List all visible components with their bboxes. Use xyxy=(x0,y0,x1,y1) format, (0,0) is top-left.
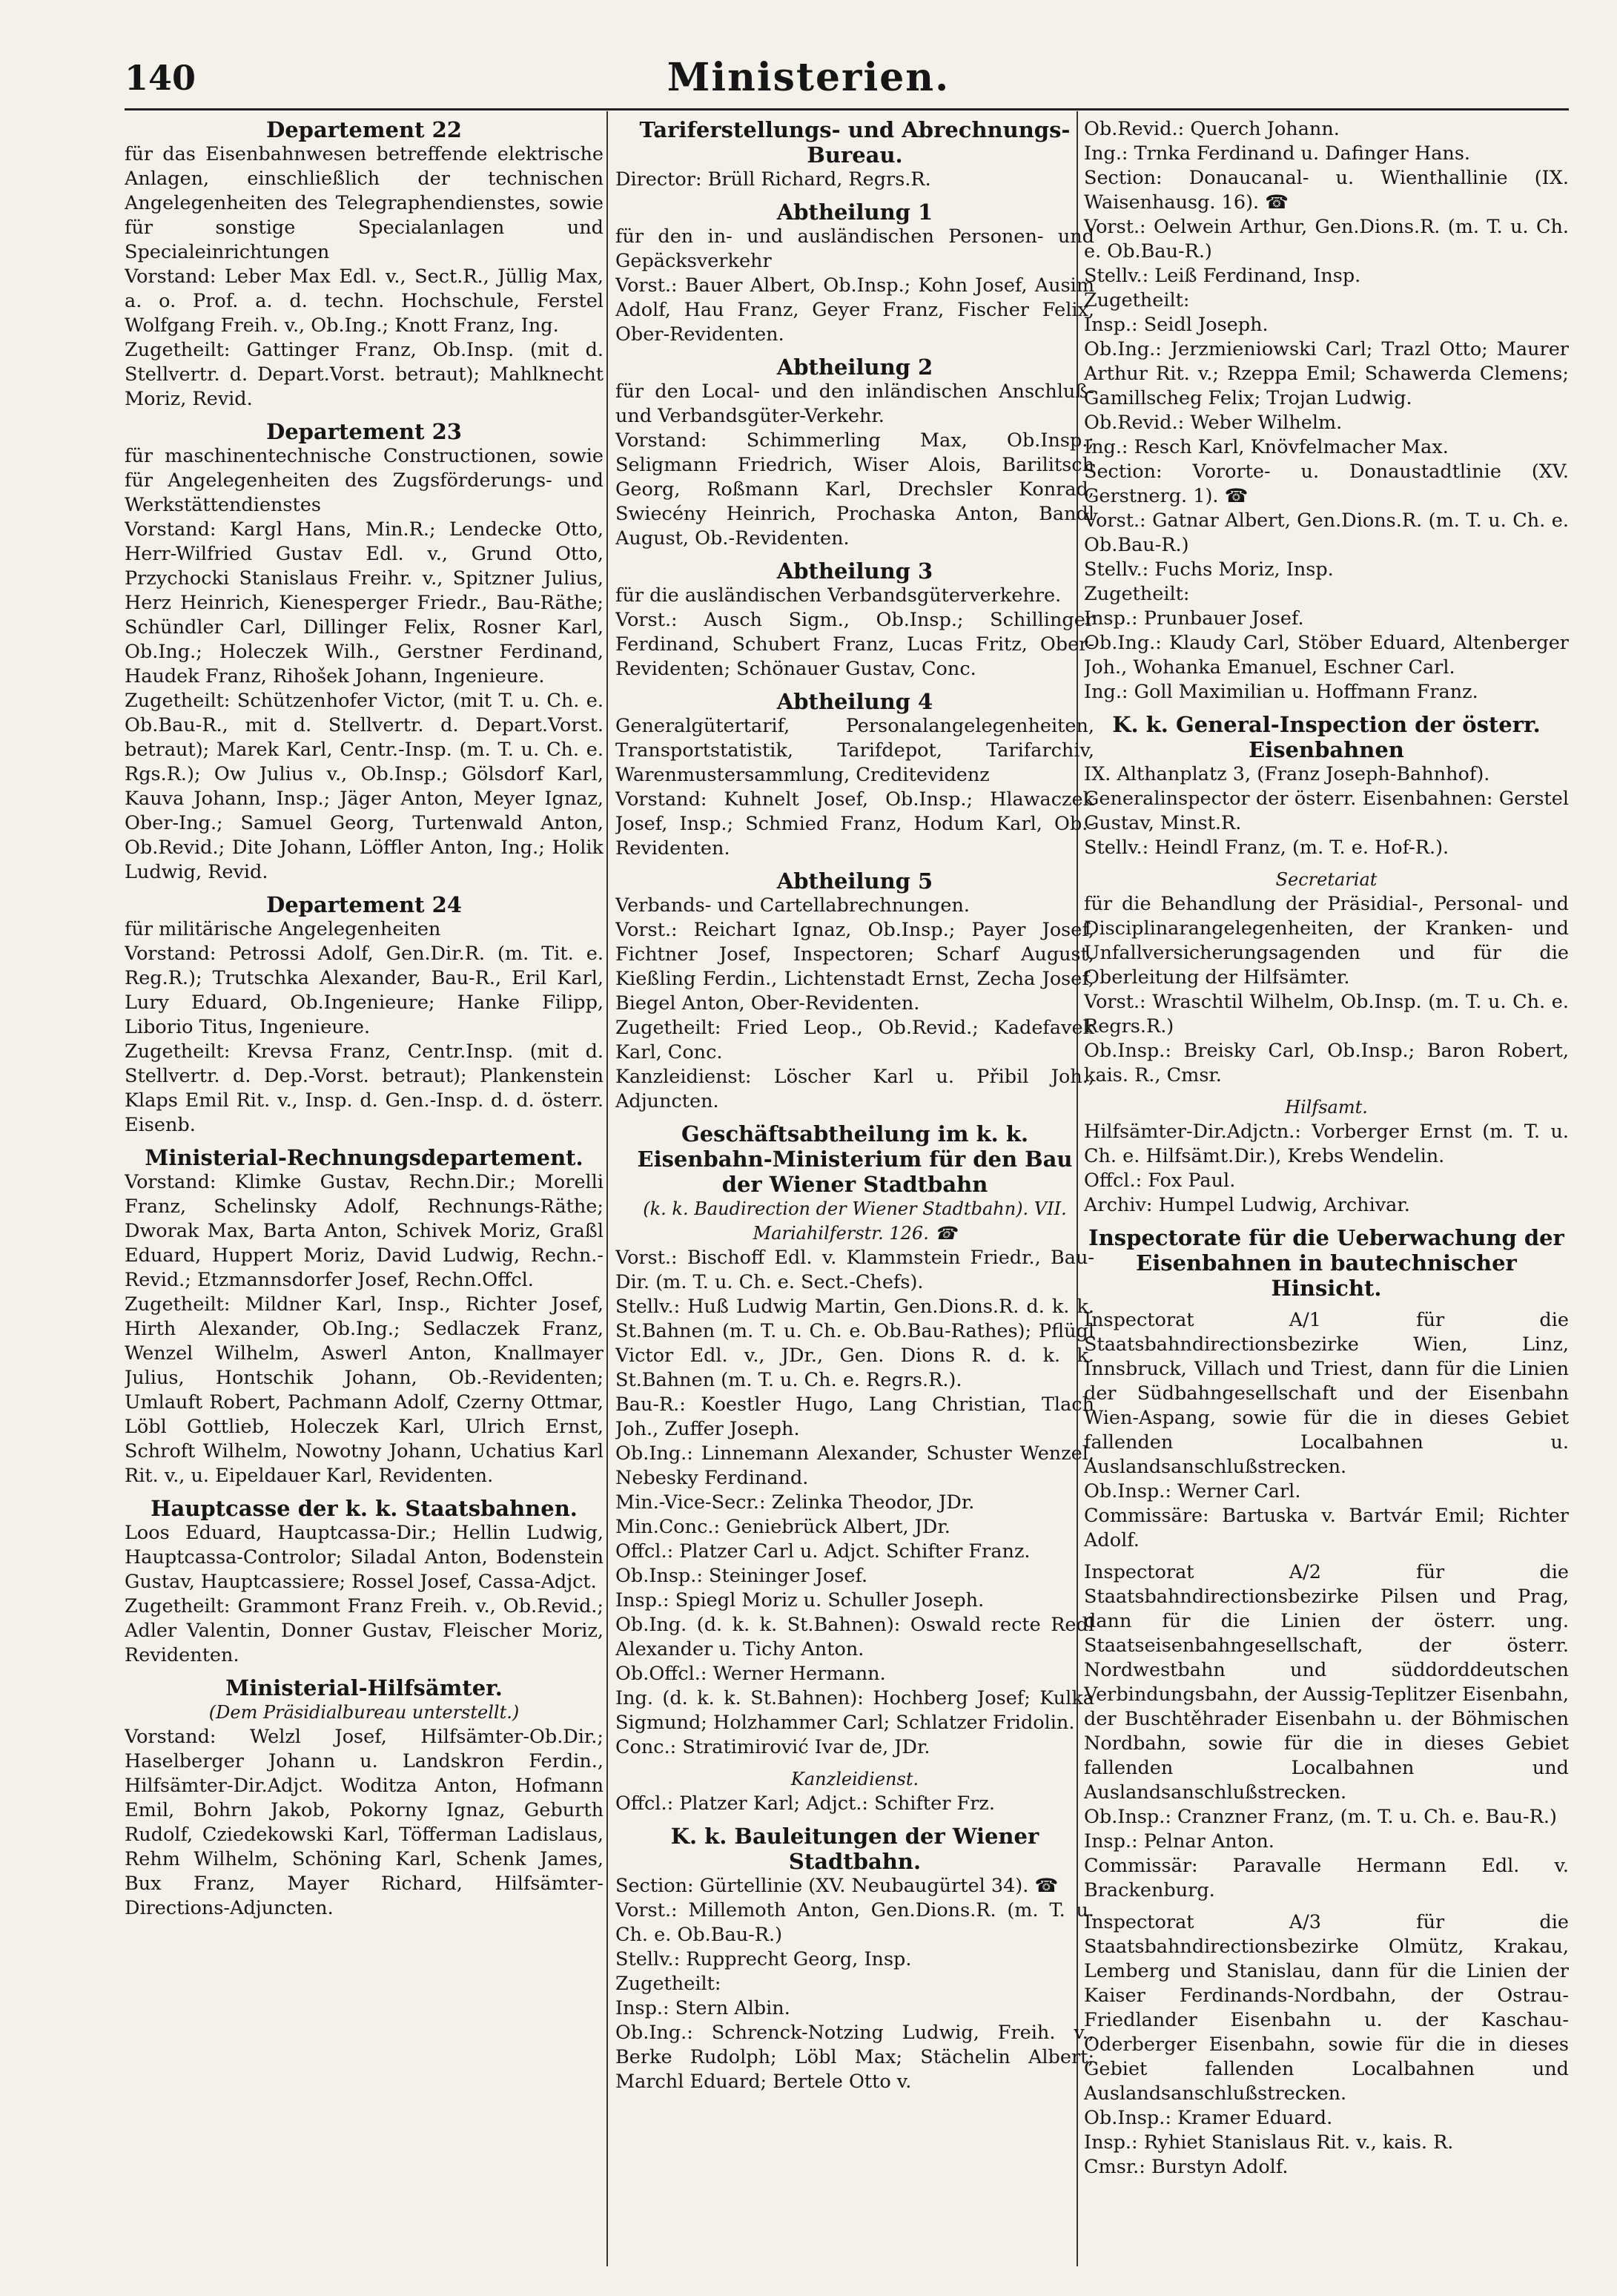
section-heading: Tariferstellungs- und Abrechnungs-Bureau. xyxy=(639,117,1071,168)
staff-entry: Stellv.: Fuchs Moriz, Insp. xyxy=(1084,558,1334,581)
section-dep22 xyxy=(125,117,604,412)
staff-entry: Ob.Ing.: Klaudy Carl, Stöber Eduard, Altenberger Joh., Wohanka Emanuel, Eschner Carl. xyxy=(1084,632,1569,679)
section-a3 xyxy=(1084,1910,1569,2180)
staff-entry: Hilfsämter-Dir.Adjctn.: Vorberger Ernst (m. T. u. Ch. e. Hilfsämt.Dir.), Krebs Wendelin. xyxy=(1084,1121,1569,1167)
section-heading: Abtheilung 3 xyxy=(776,558,933,584)
staff-entry: Stellv.: Rupprecht Georg, Insp. xyxy=(615,1948,912,1970)
staff-entry: Vorstand: Schimmerling Max, Ob.Insp.; Seligmann Friedrich, Wiser Alois, Barilitsch Georg, Roßmann Karl, Drechsler Konrad, Swiecény Heinrich, Prochaska Anton, Bandl August, Ob.-Revidenten. xyxy=(615,429,1094,550)
staff-entry: Kanzleidienst: Löscher Karl u. Přibil Joh., Adjuncten. xyxy=(615,1066,1094,1112)
section-heading: Inspectorate für die Ueberwachung der Eisenbahnen in bautechnischer Hinsicht. xyxy=(1088,1225,1564,1301)
section-a1 xyxy=(1084,1308,1569,1553)
staff-entry: Zugetheilt: Grammont Franz Freih. v., Ob.Revid.; Adler Valentin, Donner Gustav, Fleischer Moriz, Revidenten. xyxy=(125,1595,604,1666)
staff-entry: Min.Conc.: Geniebrück Albert, JDr. xyxy=(615,1516,950,1538)
column-middle xyxy=(615,117,1094,2266)
staff-entry: Inspectorat A/3 für die Staatsbahndirectionsbezirke Olmütz, Krakau, Lemberg und Stanislau, dann für die Linien der Kaiser Ferdinands-Nordbahn, der Ostrau-Friedlander Eisenbahn u. der Kaschau-Oderberger Eisenbahn, sowie für die in dieses Gebiet fallenden Localbahnen und Auslandsanschlußstrecken. xyxy=(1084,1911,1569,2105)
staff-entry: Min.-Vice-Secr.: Zelinka Theodor, JDr. xyxy=(615,1491,975,1514)
staff-entry: Ob.Offcl.: Werner Hermann. xyxy=(615,1663,886,1685)
staff-entry: Zugetheilt: xyxy=(615,1973,721,1995)
column-right xyxy=(1084,117,1569,2266)
staff-entry: Vorst.: Ausch Sigm., Ob.Insp.; Schillinger Ferdinand, Schubert Franz, Lucas Fritz, Ober-Revidenten; Schönauer Gustav, Conc. xyxy=(615,609,1094,680)
section-heading: Departement 23 xyxy=(266,419,462,444)
staff-entry: Stellv.: Heindl Franz, (m. T. e. Hof-R.). xyxy=(1084,837,1449,859)
staff-entry: Insp.: Prunbauer Josef. xyxy=(1084,607,1304,630)
section-kanzlei xyxy=(615,1767,1094,1816)
staff-entry: Stellv.: Leiß Ferdinand, Insp. xyxy=(1084,265,1361,287)
section-abt4 xyxy=(615,689,1094,861)
section-abt5 xyxy=(615,868,1094,1114)
column-left xyxy=(125,117,604,2266)
staff-entry: Inspectorat A/1 für die Staatsbahndirectionsbezirke Wien, Linz, Innsbruck, Villach und Triest, dann für die Linien der Südbahngesellschaft und der Eisenbahn Wien-Aspang, sowie für die in dieses Gebiet fallenden Localbahnen u. Auslandsanschlußstrecken. xyxy=(1084,1309,1569,1478)
section-heading: Ministerial-Hilfsämter. xyxy=(225,1675,503,1700)
section-description: für militärische Angelegenheiten xyxy=(125,918,441,940)
section-description: für den Local- und den inländischen Anschluß- und Verbandsgüter-Verkehr. xyxy=(615,380,1094,427)
staff-entry: Bau-R.: Koestler Hugo, Lang Christian, Tlach Joh., Zuffer Joseph. xyxy=(615,1393,1094,1440)
staff-entry: Insp.: Spiegl Moriz u. Schuller Joseph. xyxy=(615,1589,985,1612)
staff-entry: Commissäre: Bartuska v. Bartvár Emil; Richter Adolf. xyxy=(1084,1505,1569,1551)
section-heading: Kanzleidienst. xyxy=(790,1769,919,1789)
staff-entry: Commissär: Paravalle Hermann Edl. v. Brackenburg. xyxy=(1084,1855,1569,1901)
staff-entry: Ob.Insp.: Breisky Carl, Ob.Insp.; Baron Robert, kais. R., Cmsr. xyxy=(1084,1040,1569,1086)
section-heading: Secretariat xyxy=(1275,869,1378,890)
staff-entry: Ob.Insp.: Steininger Josef. xyxy=(615,1565,868,1587)
section-description: für maschinentechnische Constructionen, sowie für Angelegenheiten des Zugsförderungs- und Werkstättendienstes xyxy=(125,445,604,516)
staff-entry: Vorst.: Wraschtil Wilhelm, Ob.Insp. (m. T. u. Ch. e. Regrs.R.) xyxy=(1084,991,1569,1038)
section-subheading: (Dem Präsidialbureau unterstellt.) xyxy=(208,1702,520,1723)
section-heading: Abtheilung 2 xyxy=(776,354,933,380)
section-dep24 xyxy=(125,892,604,1138)
staff-entry: Offcl.: Platzer Karl; Adjct.: Schifter Frz. xyxy=(615,1792,995,1815)
staff-entry: Zugetheilt: Mildner Karl, Insp., Richter Josef, Hirth Alexander, Ob.Ing.; Sedlaczek Franz, Wenzel Wilhelm, Aswerl Anton, Knallmayer Julius, Hontschik Johann, Ob.-Revidenten; Umlauft Robert, Pachmann Adolf, Czerny Ottmar, Löbl Gottlieb, Holeczek Karl, Ulrich Ernst, Schroft Wilhelm, Nowotny Johann, Uchatius Karl Rit. v., u. Eipeldauer Karl, Revidenten. xyxy=(125,1293,604,1487)
staff-entry: Insp.: Stern Albin. xyxy=(615,1997,790,2019)
section-cont xyxy=(1084,117,1569,705)
section-inspektorate xyxy=(1084,1225,1569,1301)
staff-entry: Insp.: Ryhiet Stanislaus Rit. v., kais. R. xyxy=(1084,2131,1454,2154)
section-description: für den in- und ausländischen Personen- und Gepäcksverkehr xyxy=(615,225,1094,272)
staff-entry: Ob.Ing.: Linnemann Alexander, Schuster Wenzel, Nebesky Ferdinand. xyxy=(615,1442,1094,1489)
staff-entry: Zugetheilt: Schützenhofer Victor, (mit T. u. Ch. e. Ob.Bau-R., mit d. Stellvertr. d. Depart.Vorst. betraut); Marek Karl, Centr.-Insp. (m. T. u. Ch. e. Rgs.R.); Ow Julius v., Ob.Insp.; Gölsdorf Karl, Kauva Johann, Insp.; Jäger Anton, Meyer Ignaz, Ober-Ing.; Samuel Georg, Turtenwald Anton, Ob.Revid.; Dite Johann, Löffler Anton, Ing.; Holik Ludwig, Revid. xyxy=(125,690,604,883)
staff-entry: Ing. (d. k. k. St.Bahnen): Hochberg Josef; Kulka Sigmund; Holzhammer Carl; Schlatzer Fridolin. xyxy=(615,1687,1094,1734)
staff-entry: Ob.Revid.: Querch Johann. xyxy=(1084,118,1340,140)
section-geschaeft xyxy=(615,1121,1094,1760)
staff-entry: Generalinspector der österr. Eisenbahnen: Gerstel Gustav, Minst.R. xyxy=(1084,788,1569,834)
section-a2 xyxy=(1084,1560,1569,1903)
staff-entry: Ob.Ing.: Schrenck-Notzing Ludwig, Freih. v., Berke Rudolph; Löbl Max; Stächelin Albert; Marchl Eduard; Bertele Otto v. xyxy=(615,2022,1094,2093)
staff-entry: Vorstand: Klimke Gustav, Rechn.Dir.; Morelli Franz, Schelinsky Adolf, Rechnungs-Räthe; Dworak Max, Barta Anton, Schivek Moriz, Graßl Eduard, Huppert Moriz, David Ludwig, Rechn.-Revid.; Etzmannsdorfer Josef, Rechn.Offcl. xyxy=(125,1171,604,1291)
section-secretariat xyxy=(1084,868,1569,1088)
staff-entry: Zugetheilt: Krevsa Franz, Centr.Insp. (mit d. Stellvertr. d. Dep.-Vorst. betraut); Plankenstein Klaps Emil Rit. v., Insp. d. Gen.-Insp. d. d. österr. Eisenb. xyxy=(125,1040,604,1136)
staff-entry: Vorstand: Leber Max Edl. v., Sect.R., Jüllig Max, a. o. Prof. a. d. techn. Hochschule, Ferstel Wolfgang Freih. v., Ob.Ing.; Knott Franz, Ing. xyxy=(125,265,604,337)
section-description: Verbands- und Cartellabrechnungen. xyxy=(615,894,970,917)
section-description: Generalgütertarif, Personalangelegenheiten, Transportstatistik, Tarifdepot, Tarifarchiv, Warenmustersammlung, Creditevidenz xyxy=(615,715,1094,786)
staff-entry: Inspectorat A/2 für die Staatsbahndirectionsbezirke Pilsen und Prag, dann für die Linien der österr. ung. Staatseisenbahngesellschaft, der österr. Nordwestbahn und süddorddeutschen Verbindungsbahn, der Aussig-Teplitzer Eisenbahn, der Buschtěhrader Eisenbahn u. der Böhmischen Nordbahn, sowie für die in dieses Gebiet fallenden Localbahnen und Auslandsanschlußstrecken. xyxy=(1084,1561,1569,1804)
section-abt1 xyxy=(615,199,1094,347)
section-hilfsaemter xyxy=(125,1675,604,1921)
section-geninsp xyxy=(1084,712,1569,860)
staff-entry: Loos Eduard, Hauptcassa-Dir.; Hellin Ludwig, Hauptcassa-Controlor; Siladal Anton, Bodenstein Gustav, Hauptcassiere; Rossel Josef, Cassa-Adjct. xyxy=(125,1522,604,1593)
staff-entry: Ob.Revid.: Weber Wilhelm. xyxy=(1084,412,1343,434)
staff-entry: Director: Brüll Richard, Regrs.R. xyxy=(615,168,931,191)
section-description: für die ausländischen Verbandsgüterverkehre. xyxy=(615,584,1062,607)
section-dep23 xyxy=(125,419,604,885)
staff-entry: Section: Vororte- u. Donaustadtlinie (XV. Gerstnerg. 1). ☎ xyxy=(1084,461,1569,507)
section-heading: Hilfsamt. xyxy=(1285,1097,1368,1118)
section-minrech xyxy=(125,1145,604,1488)
section-abt2 xyxy=(615,354,1094,551)
section-heading: K. k. General-Inspection der österr. Eisenbahnen xyxy=(1112,712,1541,762)
staff-entry: Vorst.: Reichart Ignaz, Ob.Insp.; Payer Josef, Fichtner Josef, Inspectoren; Scharf August, Kießling Ferdin., Lichtenstadt Ernst, Zecha Josef, Biegel Anton, Ober-Revidenten. xyxy=(615,919,1094,1015)
staff-entry: Vorstand: Petrossi Adolf, Gen.Dir.R. (m. Tit. e. Reg.R.); Trutschka Alexander, Bau-R., Eril Karl, Lury Eduard, Ob.Ingenieure; Hanke Filipp, Liborio Titus, Ingenieure. xyxy=(125,943,604,1038)
staff-entry: Ing.: Goll Maximilian u. Hoffmann Franz. xyxy=(1084,681,1478,703)
staff-entry: Ing.: Resch Karl, Knövfelmacher Max. xyxy=(1084,436,1449,458)
section-description: für die Behandlung der Präsidial-, Personal- und Disciplinarangelegenheiten, der Kranken- und Unfallversicherungsagenden und für die Oberleitung der Hilfsämter. xyxy=(1084,893,1569,989)
section-heading: Geschäftsabtheilung im k. k. Eisenbahn-Ministerium für den Bau der Wiener Stadtbahn xyxy=(637,1121,1073,1197)
staff-entry: Vorst.: Oelwein Arthur, Gen.Dions.R. (m. T. u. Ch. e. Ob.Bau-R.) xyxy=(1084,216,1569,263)
running-head: Ministerien. xyxy=(667,55,950,100)
section-description: für das Eisenbahnwesen betreffende elektrische Anlagen, einschließlich der technischen Angelegenheiten des Telegraphendienstes, sowie für sonstige Specialanlagen und Specialeinrichtungen xyxy=(125,143,604,263)
staff-entry: Zugetheilt: Fried Leop., Ob.Revid.; Kadefavek Karl, Conc. xyxy=(615,1017,1094,1063)
section-subheading: (k. k. Baudirection der Wiener Stadtbahn). VII. Mariahilferstr. 126. ☎ xyxy=(643,1198,1067,1244)
section-tarif xyxy=(615,117,1094,192)
section-heading: Ministerial-Rechnungsdepartement. xyxy=(145,1145,583,1170)
header-rule xyxy=(125,108,1569,110)
section-hilfsamt xyxy=(1084,1095,1569,1218)
staff-entry: Zugetheilt: xyxy=(1084,583,1190,605)
staff-entry: Archiv: Humpel Ludwig, Archivar. xyxy=(1084,1194,1410,1216)
staff-entry: Offcl.: Fox Paul. xyxy=(1084,1170,1236,1192)
staff-entry: Vorst.: Gatnar Albert, Gen.Dions.R. (m. T. u. Ch. e. Ob.Bau-R.) xyxy=(1084,509,1569,556)
staff-entry: Ob.Ing.: Jerzmieniowski Carl; Trazl Otto; Maurer Arthur Rit. v.; Rzeppa Emil; Schawerda Clemens; Gamillscheg Felix; Trojan Ludwig. xyxy=(1084,338,1569,409)
staff-entry: Ob.Insp.: Kramer Eduard. xyxy=(1084,2107,1333,2129)
staff-entry: Zugetheilt: xyxy=(1084,289,1190,311)
section-heading: Abtheilung 5 xyxy=(776,868,933,894)
staff-entry: Zugetheilt: Gattinger Franz, Ob.Insp. (mit d. Stellvertr. d. Depart.Vorst. betraut); Mahlknecht Moriz, Revid. xyxy=(125,339,604,410)
section-heading: Abtheilung 1 xyxy=(776,199,933,225)
staff-entry: Stellv.: Huß Ludwig Martin, Gen.Dions.R. d. k. k. St.Bahnen (m. T. u. Ch. e. Ob.Bau-Rathes); Pflügl Victor Edl. v., JDr., Gen. Dions R. d. k. k. St.Bahnen (m. T. u. Ch. e. Regrs.R.). xyxy=(615,1296,1094,1391)
staff-entry: Vorst.: Bauer Albert, Ob.Insp.; Kohn Josef, Ausim Adolf, Hau Franz, Geyer Franz, Fischer Felix, Ober-Revidenten. xyxy=(615,274,1094,346)
section-heading: Hauptcasse der k. k. Staatsbahnen. xyxy=(151,1496,578,1521)
staff-entry: Section: Gürtellinie (XV. Neubaugürtel 34). ☎ xyxy=(615,1875,1059,1897)
staff-entry: IX. Althanplatz 3, (Franz Joseph-Bahnhof). xyxy=(1084,763,1490,785)
staff-entry: Vorstand: Kargl Hans, Min.R.; Lendecke Otto, Herr-Wilfried Gustav Edl. v., Grund Otto, Przychocki Stanislaus Freihr. v., Spitzner Julius, Herz Heinrich, Kienesperger Friedr., Bau-Räthe; Schündler Carl, Dillinger Felix, Rosner Karl, Ob.Ing.; Holeczek Wilh., Gerstner Ferdinand, Haudek Franz, Rihošek Johann, Ingenieure. xyxy=(125,518,604,687)
staff-entry: Conc.: Stratimirović Ivar de, JDr. xyxy=(615,1736,930,1758)
staff-entry: Ob.Ing. (d. k. k. St.Bahnen): Oswald recte Redl Alexander u. Tichy Anton. xyxy=(615,1614,1094,1660)
column-divider-1 xyxy=(606,111,608,2266)
section-abt3 xyxy=(615,558,1094,682)
staff-entry: Ob.Insp.: Cranzner Franz, (m. T. u. Ch. e. Bau-R.) xyxy=(1084,1806,1557,1828)
staff-entry: Ob.Insp.: Werner Carl. xyxy=(1084,1480,1301,1502)
staff-entry: Section: Donaucanal- u. Wienthallinie (IX. Waisenhausg. 16). ☎ xyxy=(1084,167,1569,214)
staff-entry: Insp.: Pelnar Anton. xyxy=(1084,1830,1274,1853)
section-heading: Departement 22 xyxy=(266,117,462,142)
staff-entry: Vorstand: Kuhnelt Josef, Ob.Insp.; Hlawaczek Josef, Insp.; Schmied Franz, Hodum Karl, Ob.-Revidenten. xyxy=(615,788,1094,860)
staff-entry: Insp.: Seidl Joseph. xyxy=(1084,314,1269,336)
section-heading: Departement 24 xyxy=(266,892,462,917)
page-number: 140 xyxy=(125,58,196,98)
section-heading: K. k. Bauleitungen der Wiener Stadtbahn. xyxy=(670,1824,1039,1874)
staff-entry: Ing.: Trnka Ferdinand u. Dafinger Hans. xyxy=(1084,142,1471,165)
staff-entry: Offcl.: Platzer Carl u. Adjct. Schifter Franz. xyxy=(615,1540,1031,1563)
staff-entry: Vorst.: Millemoth Anton, Gen.Dions.R. (m. T. u. Ch. e. Ob.Bau-R.) xyxy=(615,1899,1094,1946)
staff-entry: Vorst.: Bischoff Edl. v. Klammstein Friedr., Bau-Dir. (m. T. u. Ch. e. Sect.-Chefs). xyxy=(615,1247,1094,1293)
staff-entry: Cmsr.: Burstyn Adolf. xyxy=(1084,2156,1289,2178)
section-bauleitung xyxy=(615,1824,1094,2094)
staff-entry: Vorstand: Welzl Josef, Hilfsämter-Ob.Dir.; Haselberger Johann u. Landskron Ferdin., Hilfsämter-Dir.Adjct. Woditza Anton, Hofmann Emil, Bohrn Jakob, Pokorny Ignaz, Geburth Rudolf, Cziedekowski Karl, Töfferman Ladislaus, Rehm Wilhelm, Schöning Karl, Schenk James, Bux Franz, Mayer Richard, Hilfsämter-Directions-Adjuncten. xyxy=(125,1726,604,1919)
section-hauptcasse xyxy=(125,1496,604,1668)
section-heading: Abtheilung 4 xyxy=(776,689,933,714)
